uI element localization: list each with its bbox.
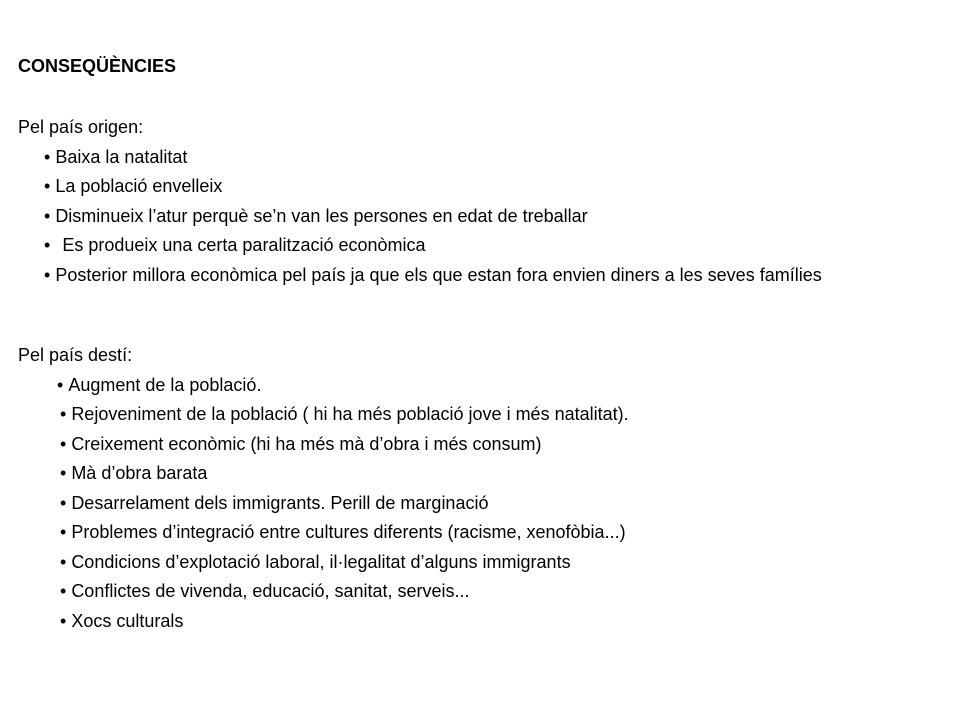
list-item-text: Conflictes de vivenda, educació, sanitat, serveis... <box>71 581 470 601</box>
list-item-text: Desarrelament dels immigrants. Perill de marginació <box>71 492 489 513</box>
destination-section <box>18 341 942 636</box>
list-item <box>18 400 942 430</box>
destination-list <box>18 371 942 637</box>
origin-section <box>18 113 942 290</box>
bullet-icon: • <box>57 374 64 395</box>
bullet-icon: • <box>60 433 67 454</box>
list-item-text: Baixa la natalitat <box>55 146 188 167</box>
list-item <box>18 430 942 460</box>
bullet-icon: • <box>44 235 51 255</box>
list-item <box>18 261 942 291</box>
bullet-icon: • <box>60 610 67 631</box>
list-item-text: Disminueix l’atur perquè se’n van les persones en edat de treballar <box>55 205 588 226</box>
list-item <box>18 548 942 578</box>
list-item <box>18 143 942 173</box>
bullet-icon: • <box>44 146 51 167</box>
bullet-icon: • <box>60 492 67 513</box>
bullet-icon: • <box>44 205 51 226</box>
bullet-icon: • <box>60 404 67 424</box>
list-item <box>18 577 942 607</box>
list-item-text: Rejoveniment de la població ( hi ha més població jove i més natalitat). <box>71 404 629 424</box>
list-item-text: Problemes d’integració entre cultures diferents (racisme, xenofòbia...) <box>71 522 626 542</box>
list-item <box>18 607 942 637</box>
bullet-icon: • <box>60 522 67 542</box>
list-item <box>18 518 942 548</box>
list-item-text: Augment de la població. <box>68 374 262 395</box>
list-item-text: Xocs culturals <box>71 610 184 631</box>
list-item-text: Creixement econòmic (hi ha més mà d’obra i més consum) <box>71 433 542 454</box>
list-item-text: La població envelleix <box>55 176 223 196</box>
list-item-text: Condicions d’explotació laboral, il·legalitat d’alguns immigrants <box>71 551 571 572</box>
list-item <box>18 172 942 202</box>
bullet-icon: • <box>44 176 51 196</box>
bullet-icon: • <box>60 463 67 483</box>
list-item-text: Mà d’obra barata <box>71 463 208 483</box>
list-item <box>18 371 942 401</box>
origin-heading: Pel país origen: <box>18 117 144 137</box>
bullet-icon: • <box>60 581 67 601</box>
origin-list <box>18 143 942 291</box>
list-item <box>18 489 942 519</box>
destination-heading: Pel país destí: <box>18 345 133 365</box>
list-item <box>18 459 942 489</box>
page-title: CONSEQÜÈNCIES <box>18 56 177 76</box>
list-item <box>18 202 942 232</box>
list-item <box>18 231 942 261</box>
list-item-text: Posterior millora econòmica pel país ja que els que estan fora envien diners a les seves famílies <box>55 264 822 285</box>
bullet-icon: • <box>60 551 67 572</box>
list-item-text: Es produeix una certa paralització econòmica <box>62 235 426 255</box>
bullet-icon: • <box>44 264 51 285</box>
